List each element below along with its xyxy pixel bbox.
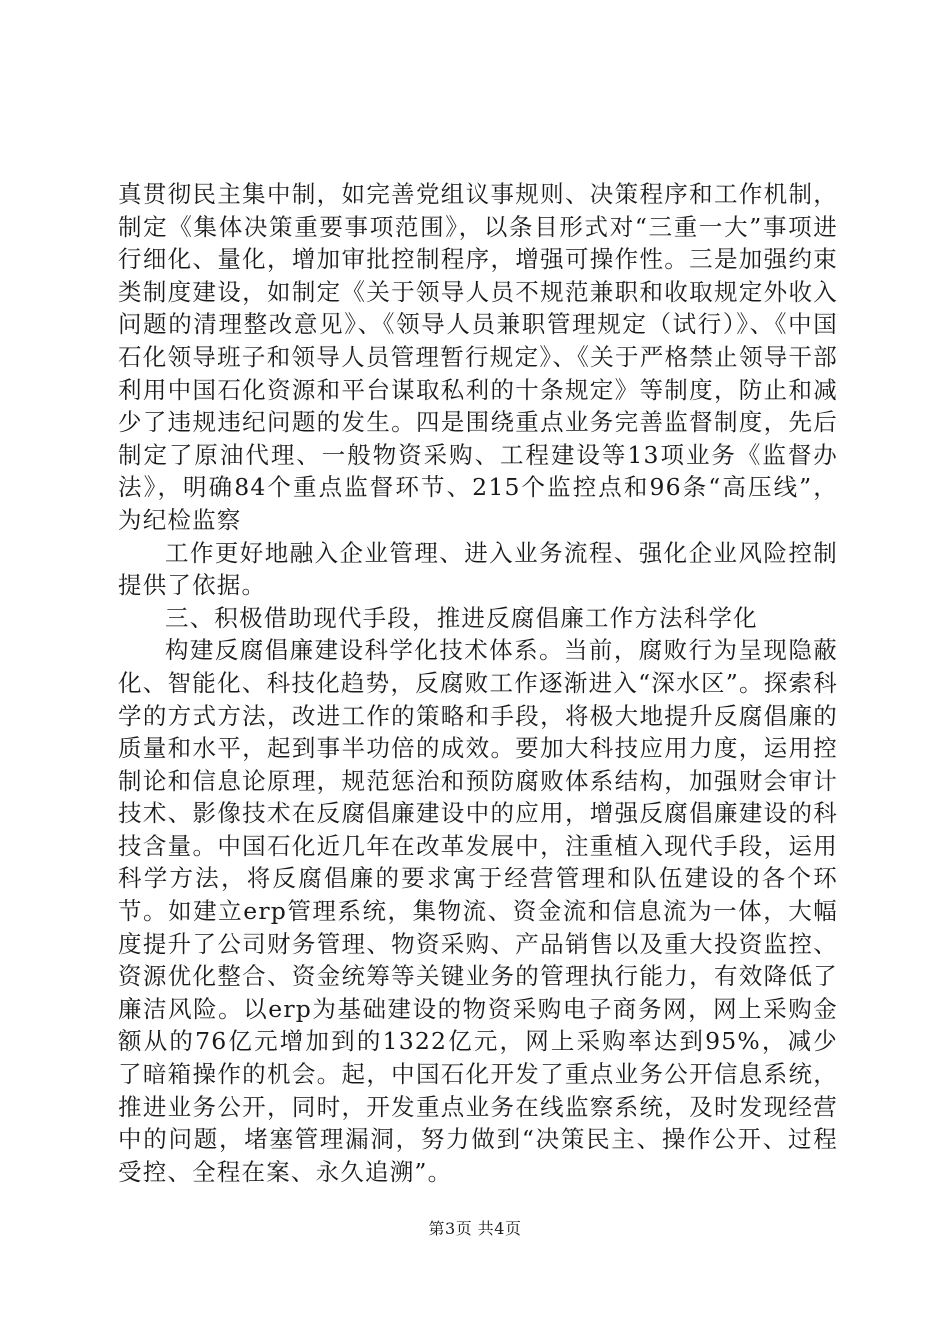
body-text: [118, 178, 838, 1188]
paragraph-continued: 真贯彻民主集中制，如完善党组议事规则、决策程序和工作机制，制定《集体决策重要事项范围》，以条目形式对“三重一大”事项进行细化、量化，增加审批控制程序，增强可操作性。三是加强约束类制度建设，如制定《关于领导人员不规范兼职和收取规定外收入问题的清理整改意见》、《领导人员兼职管理规定（试行）》、《中国石化领导班子和领导人员管理暂行规定》、《关于严格禁止领导干部利用中国石化资源和平台谋取私利的十条规定》等制度，防止和减少了违规违纪问题的发生。四是围绕重点业务完善监督制度，先后制定了原油代理、一般物资采购、工程建设等13项业务《监督办法》，明确84个重点监督环节、215个监控点和96条“高压线”，为纪检监察: [118, 180, 838, 534]
section-heading: 三、积极借助现代手段，推进反腐倡廉工作方法科学化: [165, 603, 758, 632]
paragraph-continuation: 工作更好地融入企业管理、进入业务流程、强化企业风险控制提供了依据。: [118, 538, 838, 600]
paragraph-body: 构建反腐倡廉建设科学化技术体系。当前，腐败行为呈现隐蔽化、智能化、科技化趋势，反腐败工作逐渐进入“深水区”。探索科学的方式方法，改进工作的策略和手段，将极大地提升反腐倡廉的质量和水平，起到事半功倍的成效。要加大科技应用力度，运用控制论和信息论原理，规范惩治和预防腐败体系结构，加强财会审计技术、影像技术在反腐倡廉建设中的应用，增强反腐倡廉建设的科技含量。中国石化近几年在改革发展中，注重植入现代手段，运用科学方法，将反腐倡廉的要求寓于经营管理和队伍建设的各个环节。如建立erp管理系统，集物流、资金流和信息流为一体，大幅度提升了公司财务管理、物资采购、产品销售以及重大投资监控、资源优化整合、资金统筹等关键业务的管理执行能力，有效降低了廉洁风险。以erp为基础建设的物资采购电子商务网，网上采购金额从的76亿元增加到的1322亿元，网上采购率达到95%，减少了暗箱操作的机会。起，中国石化开发了重点业务公开信息系统，推进业务公开，同时，开发重点业务在线监察系统，及时发现经营中的问题，堵塞管理漏洞，努力做到“决策民主、操作公开、过程受控、全程在案、永久追溯”。: [118, 636, 838, 1186]
page-footer: 第3页 共4页: [428, 1219, 522, 1238]
